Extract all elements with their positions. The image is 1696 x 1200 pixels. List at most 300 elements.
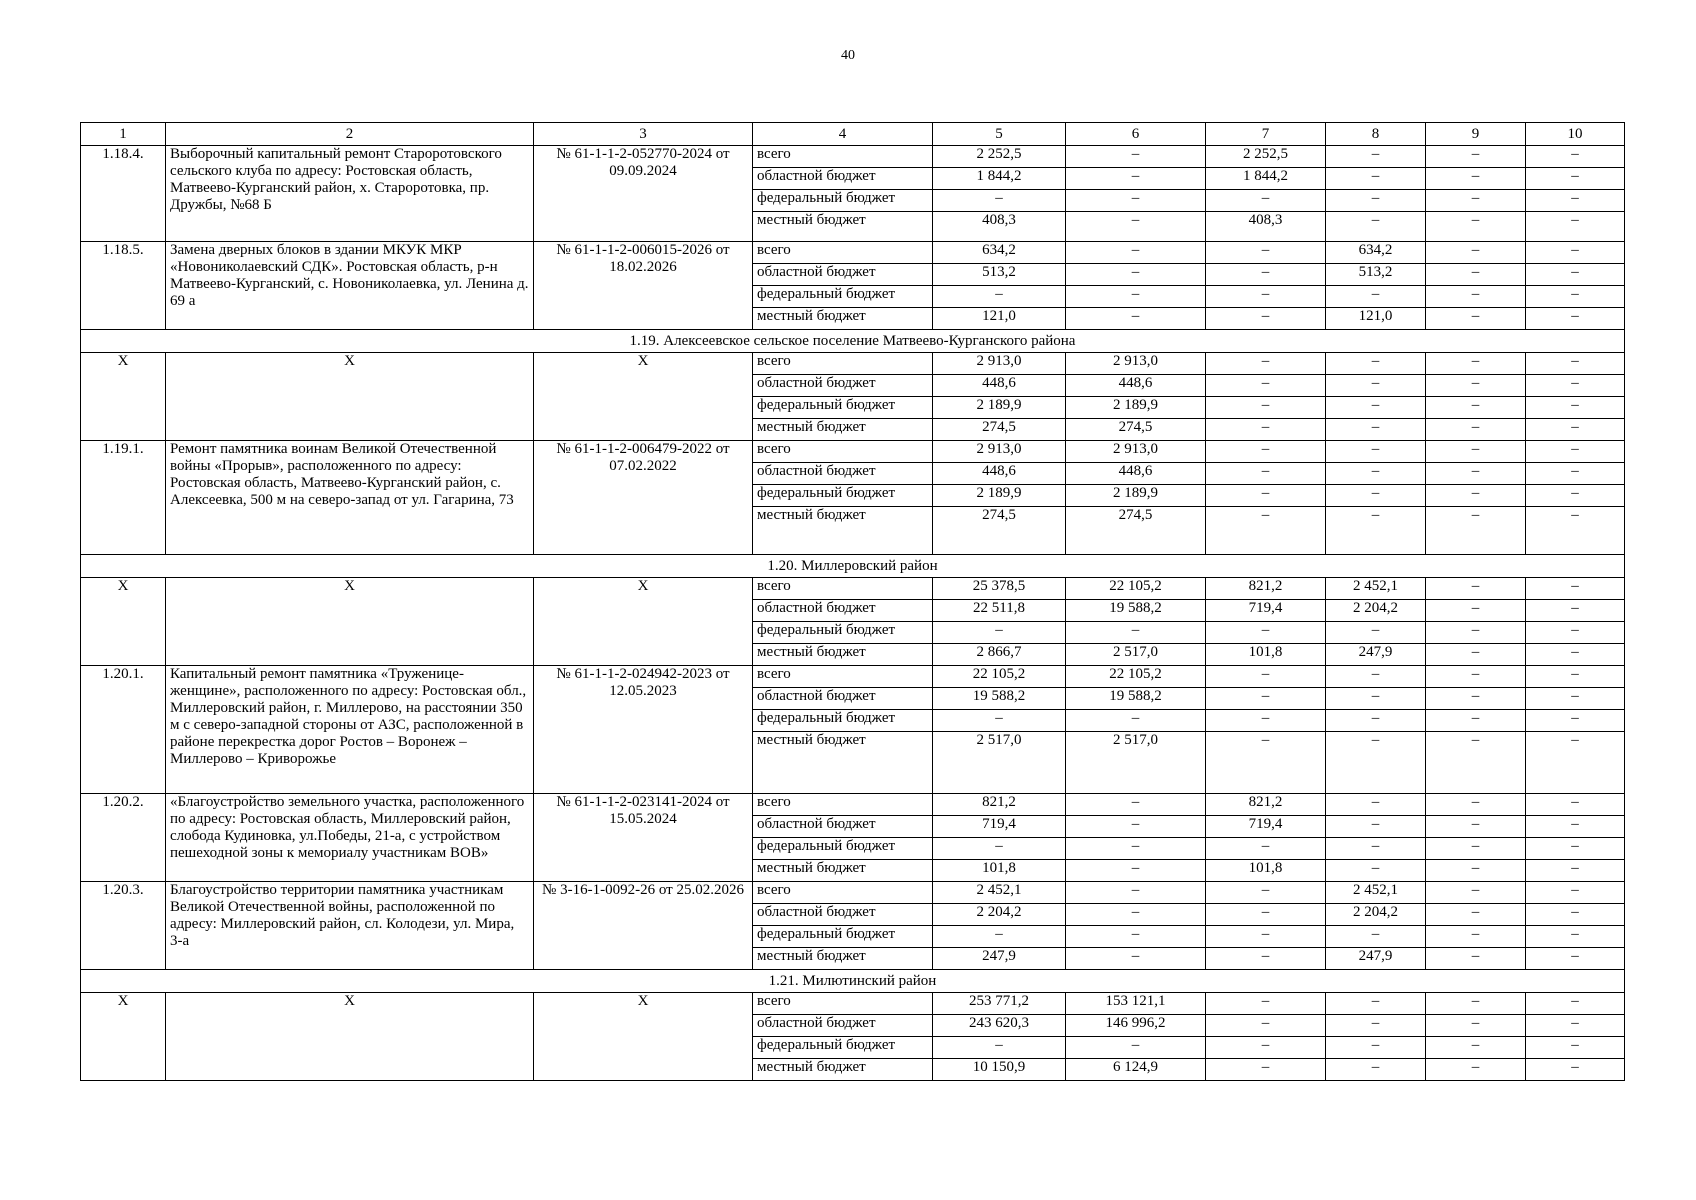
column-header: 4 — [753, 123, 933, 146]
amount-cell: – — [1526, 688, 1625, 710]
amount-cell: – — [1066, 146, 1206, 168]
amount-cell: 19 588,2 — [933, 688, 1066, 710]
item-name: Выборочный капитальный ремонт Староротовского сельского клуба по адресу: Ростовская область, Матвеево-Курганский район, х. Староротовка, пр. Дружбы, №68 Б — [166, 146, 534, 242]
amount-cell: – — [1206, 190, 1326, 212]
amount-cell: – — [1326, 463, 1426, 485]
amount-cell: – — [1206, 353, 1326, 375]
amount-cell: – — [1426, 353, 1526, 375]
amount-cell: – — [1206, 308, 1326, 330]
funding-source: областной бюджет — [753, 816, 933, 838]
amount-cell: 274,5 — [1066, 507, 1206, 555]
amount-cell: – — [1066, 308, 1206, 330]
amount-cell: – — [1426, 441, 1526, 463]
amount-cell: 408,3 — [1206, 212, 1326, 242]
item-document: № 61-1-1-2-052770-2024 от 09.09.2024 — [534, 146, 753, 242]
funding-source: местный бюджет — [753, 308, 933, 330]
amount-cell: – — [1326, 375, 1426, 397]
amount-cell: 22 511,8 — [933, 600, 1066, 622]
amount-cell: – — [1526, 146, 1625, 168]
amount-cell: – — [1206, 286, 1326, 308]
amount-cell: – — [1426, 993, 1526, 1015]
funding-source: местный бюджет — [753, 732, 933, 794]
amount-cell: – — [1526, 353, 1625, 375]
item-number: 1.18.4. — [81, 146, 166, 242]
amount-cell: 101,8 — [1206, 644, 1326, 666]
amount-cell: – — [1426, 212, 1526, 242]
amount-cell: – — [1426, 1059, 1526, 1081]
funding-source: федеральный бюджет — [753, 286, 933, 308]
amount-cell: – — [1526, 710, 1625, 732]
amount-cell: – — [1426, 644, 1526, 666]
amount-cell: – — [1526, 904, 1625, 926]
table-row — [81, 666, 1625, 688]
amount-cell: 2 189,9 — [1066, 485, 1206, 507]
amount-cell: – — [1426, 264, 1526, 286]
amount-cell: 2 452,1 — [933, 882, 1066, 904]
amount-cell: – — [1526, 926, 1625, 948]
amount-cell: – — [1426, 463, 1526, 485]
amount-cell: 22 105,2 — [1066, 666, 1206, 688]
amount-cell: 634,2 — [933, 242, 1066, 264]
amount-cell: 247,9 — [1326, 644, 1426, 666]
amount-cell: – — [1326, 794, 1426, 816]
amount-cell: – — [1206, 463, 1326, 485]
item-name: X — [166, 578, 534, 666]
amount-cell: – — [1206, 993, 1326, 1015]
funding-source: федеральный бюджет — [753, 190, 933, 212]
column-header: 8 — [1326, 123, 1426, 146]
amount-cell: – — [1326, 168, 1426, 190]
amount-cell: – — [1206, 419, 1326, 441]
amount-cell: – — [1206, 948, 1326, 970]
amount-cell: – — [1206, 926, 1326, 948]
amount-cell: 2 913,0 — [1066, 441, 1206, 463]
amount-cell: – — [1326, 816, 1426, 838]
amount-cell: 19 588,2 — [1066, 688, 1206, 710]
amount-cell: – — [1526, 308, 1625, 330]
item-document: X — [534, 993, 753, 1081]
amount-cell: – — [1426, 904, 1526, 926]
amount-cell: – — [1206, 882, 1326, 904]
item-name: Благоустройство территории памятника участникам Великой Отечественной войны, расположенной по адресу: Миллеровский район, сл. Колодези, ул. Мира, 3-а — [166, 882, 534, 970]
amount-cell: – — [1526, 485, 1625, 507]
amount-cell: – — [1526, 419, 1625, 441]
amount-cell: – — [1526, 666, 1625, 688]
amount-cell: – — [1426, 578, 1526, 600]
funding-source: федеральный бюджет — [753, 838, 933, 860]
amount-cell: 22 105,2 — [1066, 578, 1206, 600]
amount-cell: – — [1426, 375, 1526, 397]
amount-cell: 448,6 — [933, 463, 1066, 485]
amount-cell: – — [1066, 904, 1206, 926]
amount-cell: 719,4 — [1206, 600, 1326, 622]
column-header: 1 — [81, 123, 166, 146]
amount-cell: 2 866,7 — [933, 644, 1066, 666]
amount-cell: – — [933, 926, 1066, 948]
amount-cell: – — [1326, 1037, 1426, 1059]
amount-cell: 243 620,3 — [933, 1015, 1066, 1037]
amount-cell: 513,2 — [1326, 264, 1426, 286]
amount-cell: – — [1526, 1015, 1625, 1037]
amount-cell: – — [1206, 622, 1326, 644]
amount-cell: – — [933, 286, 1066, 308]
item-document: № 61-1-1-2-023141-2024 от 15.05.2024 — [534, 794, 753, 882]
amount-cell: 821,2 — [1206, 794, 1326, 816]
funding-source: местный бюджет — [753, 948, 933, 970]
funding-source: областной бюджет — [753, 1015, 933, 1037]
amount-cell: – — [1526, 993, 1625, 1015]
amount-cell: 247,9 — [1326, 948, 1426, 970]
amount-cell: – — [1426, 838, 1526, 860]
item-number: X — [81, 578, 166, 666]
amount-cell: 6 124,9 — [1066, 1059, 1206, 1081]
funding-source: местный бюджет — [753, 644, 933, 666]
amount-cell: – — [1526, 882, 1625, 904]
amount-cell: – — [1426, 190, 1526, 212]
item-number: 1.20.1. — [81, 666, 166, 794]
amount-cell: – — [1426, 168, 1526, 190]
page-number: 40 — [841, 48, 855, 63]
amount-cell: – — [1206, 732, 1326, 794]
item-number: X — [81, 993, 166, 1081]
amount-cell: 2 913,0 — [1066, 353, 1206, 375]
amount-cell: 101,8 — [1206, 860, 1326, 882]
funding-source: всего — [753, 666, 933, 688]
amount-cell: – — [1426, 860, 1526, 882]
funding-source: областной бюджет — [753, 463, 933, 485]
item-document: № 61-1-1-2-006479-2022 от 07.02.2022 — [534, 441, 753, 555]
amount-cell: – — [1526, 441, 1625, 463]
table-row — [81, 146, 1625, 168]
amount-cell: – — [1326, 190, 1426, 212]
amount-cell: – — [1526, 600, 1625, 622]
amount-cell: 448,6 — [1066, 463, 1206, 485]
column-header: 9 — [1426, 123, 1526, 146]
funding-source: всего — [753, 993, 933, 1015]
amount-cell: – — [1526, 397, 1625, 419]
amount-cell: – — [1326, 1059, 1426, 1081]
amount-cell: – — [1526, 948, 1625, 970]
funding-source: областной бюджет — [753, 264, 933, 286]
amount-cell: 1 844,2 — [1206, 168, 1326, 190]
amount-cell: – — [1066, 286, 1206, 308]
table-body — [81, 123, 1625, 1081]
amount-cell: – — [1206, 1015, 1326, 1037]
amount-cell: – — [1326, 838, 1426, 860]
amount-cell: – — [1066, 622, 1206, 644]
column-header: 2 — [166, 123, 534, 146]
amount-cell: 101,8 — [933, 860, 1066, 882]
section-title: 1.21. Милютинский район — [81, 970, 1625, 993]
column-header: 5 — [933, 123, 1066, 146]
item-name: X — [166, 993, 534, 1081]
item-document: № 3-16-1-0092-26 от 25.02.2026 — [534, 882, 753, 970]
amount-cell: 2 189,9 — [1066, 397, 1206, 419]
amount-cell: – — [1326, 353, 1426, 375]
amount-cell: – — [933, 710, 1066, 732]
amount-cell: – — [1426, 600, 1526, 622]
amount-cell: – — [1526, 507, 1625, 555]
amount-cell: – — [1426, 286, 1526, 308]
amount-cell: – — [1206, 397, 1326, 419]
amount-cell: – — [1206, 375, 1326, 397]
funding-source: всего — [753, 882, 933, 904]
amount-cell: – — [1326, 419, 1426, 441]
amount-cell: – — [1526, 463, 1625, 485]
amount-cell: – — [1326, 993, 1426, 1015]
amount-cell: – — [1066, 264, 1206, 286]
amount-cell: – — [1526, 375, 1625, 397]
amount-cell: 274,5 — [933, 507, 1066, 555]
amount-cell: – — [1326, 146, 1426, 168]
amount-cell: 719,4 — [1206, 816, 1326, 838]
amount-cell: – — [1526, 212, 1625, 242]
item-name: Ремонт памятника воинам Великой Отечественной войны «Прорыв», расположенного по адресу: Ростовская область, Матвеево-Курганский район, с. Алексеевка, 500 м на северо-запад от ул. Гагарина, 73 — [166, 441, 534, 555]
amount-cell: 121,0 — [933, 308, 1066, 330]
column-header: 6 — [1066, 123, 1206, 146]
amount-cell: – — [1426, 688, 1526, 710]
amount-cell: 153 121,1 — [1066, 993, 1206, 1015]
amount-cell: – — [1426, 146, 1526, 168]
amount-cell: 2 452,1 — [1326, 882, 1426, 904]
funding-source: всего — [753, 794, 933, 816]
amount-cell: 634,2 — [1326, 242, 1426, 264]
amount-cell: – — [1426, 710, 1526, 732]
header-row — [81, 123, 1625, 146]
item-name: Капитальный ремонт памятника «Труженице-женщине», расположенного по адресу: Ростовская обл., Миллеровский район, г. Миллерово, на расстоянии 350 м с северо-западной стороны от АЗС, расположенной в районе перекрестка дорог Ростов – Воронеж – Миллерово – Криворожье — [166, 666, 534, 794]
table-row — [81, 242, 1625, 264]
amount-cell: – — [1066, 1037, 1206, 1059]
amount-cell: – — [1206, 710, 1326, 732]
funding-source: областной бюджет — [753, 904, 933, 926]
amount-cell: 2 252,5 — [1206, 146, 1326, 168]
amount-cell: – — [1206, 904, 1326, 926]
section-row — [81, 330, 1625, 353]
amount-cell: 2 252,5 — [933, 146, 1066, 168]
amount-cell: – — [1526, 816, 1625, 838]
amount-cell: – — [1066, 948, 1206, 970]
amount-cell: – — [1426, 926, 1526, 948]
amount-cell: 2 452,1 — [1326, 578, 1426, 600]
amount-cell: – — [1206, 688, 1326, 710]
amount-cell: – — [1526, 1037, 1625, 1059]
amount-cell: – — [1066, 882, 1206, 904]
amount-cell: 2 189,9 — [933, 485, 1066, 507]
amount-cell: – — [1426, 242, 1526, 264]
amount-cell: – — [1066, 212, 1206, 242]
amount-cell: – — [1066, 838, 1206, 860]
amount-cell: 2 913,0 — [933, 353, 1066, 375]
amount-cell: – — [1206, 242, 1326, 264]
amount-cell: 2 189,9 — [933, 397, 1066, 419]
amount-cell: – — [1326, 286, 1426, 308]
amount-cell: 274,5 — [1066, 419, 1206, 441]
item-document: X — [534, 353, 753, 441]
amount-cell: – — [1066, 816, 1206, 838]
budget-table — [80, 122, 1625, 1081]
amount-cell: 253 771,2 — [933, 993, 1066, 1015]
amount-cell: – — [1326, 710, 1426, 732]
amount-cell: 274,5 — [933, 419, 1066, 441]
amount-cell: – — [1426, 794, 1526, 816]
item-document: X — [534, 578, 753, 666]
amount-cell: – — [1426, 1015, 1526, 1037]
amount-cell: – — [1526, 838, 1625, 860]
amount-cell: – — [1526, 1059, 1625, 1081]
amount-cell: – — [1326, 441, 1426, 463]
amount-cell: 448,6 — [1066, 375, 1206, 397]
amount-cell: 408,3 — [933, 212, 1066, 242]
amount-cell: – — [1206, 485, 1326, 507]
amount-cell: – — [1526, 264, 1625, 286]
amount-cell: 719,4 — [933, 816, 1066, 838]
amount-cell: 247,9 — [933, 948, 1066, 970]
amount-cell: 821,2 — [933, 794, 1066, 816]
item-document: № 61-1-1-2-006015-2026 от 18.02.2026 — [534, 242, 753, 330]
amount-cell: – — [1206, 1037, 1326, 1059]
amount-cell: – — [1426, 308, 1526, 330]
funding-source: областной бюджет — [753, 688, 933, 710]
funding-source: местный бюджет — [753, 507, 933, 555]
amount-cell: – — [1526, 732, 1625, 794]
amount-cell: 821,2 — [1206, 578, 1326, 600]
amount-cell: – — [1326, 926, 1426, 948]
amount-cell: – — [1426, 732, 1526, 794]
amount-cell: – — [933, 190, 1066, 212]
funding-source: местный бюджет — [753, 1059, 933, 1081]
amount-cell: – — [1066, 190, 1206, 212]
table-row — [81, 882, 1625, 904]
funding-source: всего — [753, 146, 933, 168]
amount-cell: – — [1326, 507, 1426, 555]
column-header: 3 — [534, 123, 753, 146]
funding-source: всего — [753, 578, 933, 600]
amount-cell: – — [1526, 644, 1625, 666]
amount-cell: – — [1066, 794, 1206, 816]
amount-cell: 19 588,2 — [1066, 600, 1206, 622]
section-title: 1.20. Миллеровский район — [81, 555, 1625, 578]
amount-cell: – — [1326, 732, 1426, 794]
amount-cell: 513,2 — [933, 264, 1066, 286]
funding-source: местный бюджет — [753, 860, 933, 882]
amount-cell: 121,0 — [1326, 308, 1426, 330]
amount-cell: – — [1066, 926, 1206, 948]
amount-cell: – — [1066, 860, 1206, 882]
amount-cell: – — [1426, 397, 1526, 419]
amount-cell: – — [1326, 860, 1426, 882]
amount-cell: – — [1426, 948, 1526, 970]
amount-cell: 2 204,2 — [933, 904, 1066, 926]
amount-cell: 10 150,9 — [933, 1059, 1066, 1081]
item-document: № 61-1-1-2-024942-2023 от 12.05.2023 — [534, 666, 753, 794]
amount-cell: – — [1526, 168, 1625, 190]
table-row — [81, 441, 1625, 463]
funding-source: федеральный бюджет — [753, 397, 933, 419]
amount-cell: – — [1526, 622, 1625, 644]
amount-cell: – — [1526, 286, 1625, 308]
amount-cell: 146 996,2 — [1066, 1015, 1206, 1037]
table-row — [81, 794, 1625, 816]
amount-cell: – — [1326, 622, 1426, 644]
funding-source: федеральный бюджет — [753, 622, 933, 644]
amount-cell: – — [1426, 507, 1526, 555]
funding-source: местный бюджет — [753, 212, 933, 242]
table-row — [81, 353, 1625, 375]
amount-cell: – — [1066, 710, 1206, 732]
amount-cell: – — [1326, 485, 1426, 507]
table-row — [81, 578, 1625, 600]
amount-cell: – — [1066, 168, 1206, 190]
amount-cell: 25 378,5 — [933, 578, 1066, 600]
amount-cell: 448,6 — [933, 375, 1066, 397]
funding-source: федеральный бюджет — [753, 710, 933, 732]
funding-source: областной бюджет — [753, 168, 933, 190]
amount-cell: – — [1206, 264, 1326, 286]
amount-cell: – — [1326, 1015, 1426, 1037]
funding-source: федеральный бюджет — [753, 485, 933, 507]
column-header: 10 — [1526, 123, 1625, 146]
amount-cell: – — [1426, 485, 1526, 507]
amount-cell: – — [1206, 507, 1326, 555]
funding-source: всего — [753, 353, 933, 375]
amount-cell: – — [1426, 1037, 1526, 1059]
funding-source: федеральный бюджет — [753, 926, 933, 948]
amount-cell: – — [1426, 622, 1526, 644]
funding-source: всего — [753, 441, 933, 463]
amount-cell: – — [1426, 666, 1526, 688]
amount-cell: – — [1526, 190, 1625, 212]
amount-cell: – — [1526, 860, 1625, 882]
section-row — [81, 970, 1625, 993]
amount-cell: – — [1206, 838, 1326, 860]
amount-cell: 22 105,2 — [933, 666, 1066, 688]
section-title: 1.19. Алексеевское сельское поселение Матвеево-Курганского района — [81, 330, 1625, 353]
amount-cell: – — [1206, 666, 1326, 688]
amount-cell: – — [1326, 666, 1426, 688]
amount-cell: – — [1326, 212, 1426, 242]
item-number: 1.20.3. — [81, 882, 166, 970]
amount-cell: – — [1426, 882, 1526, 904]
amount-cell: – — [1326, 688, 1426, 710]
item-name: «Благоустройство земельного участка, расположенного по адресу: Ростовская область, Миллеровский район, слобода Кудиновка, ул.Победы, 21-а, с устройством пешеходной зоны к мемориалу участникам ВОВ» — [166, 794, 534, 882]
amount-cell: 2 517,0 — [1066, 644, 1206, 666]
amount-cell: – — [1326, 397, 1426, 419]
funding-source: областной бюджет — [753, 375, 933, 397]
funding-source: федеральный бюджет — [753, 1037, 933, 1059]
item-name: Замена дверных блоков в здании МКУК МКР «Новониколаевский СДК». Ростовская область, р-н Матвеево-Курганский, с. Новониколаевка, ул. Ленина д. 69 а — [166, 242, 534, 330]
funding-source: местный бюджет — [753, 419, 933, 441]
funding-source: областной бюджет — [753, 600, 933, 622]
funding-source: всего — [753, 242, 933, 264]
section-row — [81, 555, 1625, 578]
amount-cell: 1 844,2 — [933, 168, 1066, 190]
item-number: 1.20.2. — [81, 794, 166, 882]
item-number: X — [81, 353, 166, 441]
table-row — [81, 993, 1625, 1015]
amount-cell: 2 204,2 — [1326, 904, 1426, 926]
amount-cell: – — [1426, 419, 1526, 441]
item-number: 1.18.5. — [81, 242, 166, 330]
amount-cell: – — [1426, 816, 1526, 838]
column-header: 7 — [1206, 123, 1326, 146]
amount-cell: 2 204,2 — [1326, 600, 1426, 622]
amount-cell: – — [1066, 242, 1206, 264]
item-number: 1.19.1. — [81, 441, 166, 555]
amount-cell: – — [1206, 441, 1326, 463]
item-name: X — [166, 353, 534, 441]
amount-cell: 2 517,0 — [1066, 732, 1206, 794]
amount-cell: – — [1206, 1059, 1326, 1081]
